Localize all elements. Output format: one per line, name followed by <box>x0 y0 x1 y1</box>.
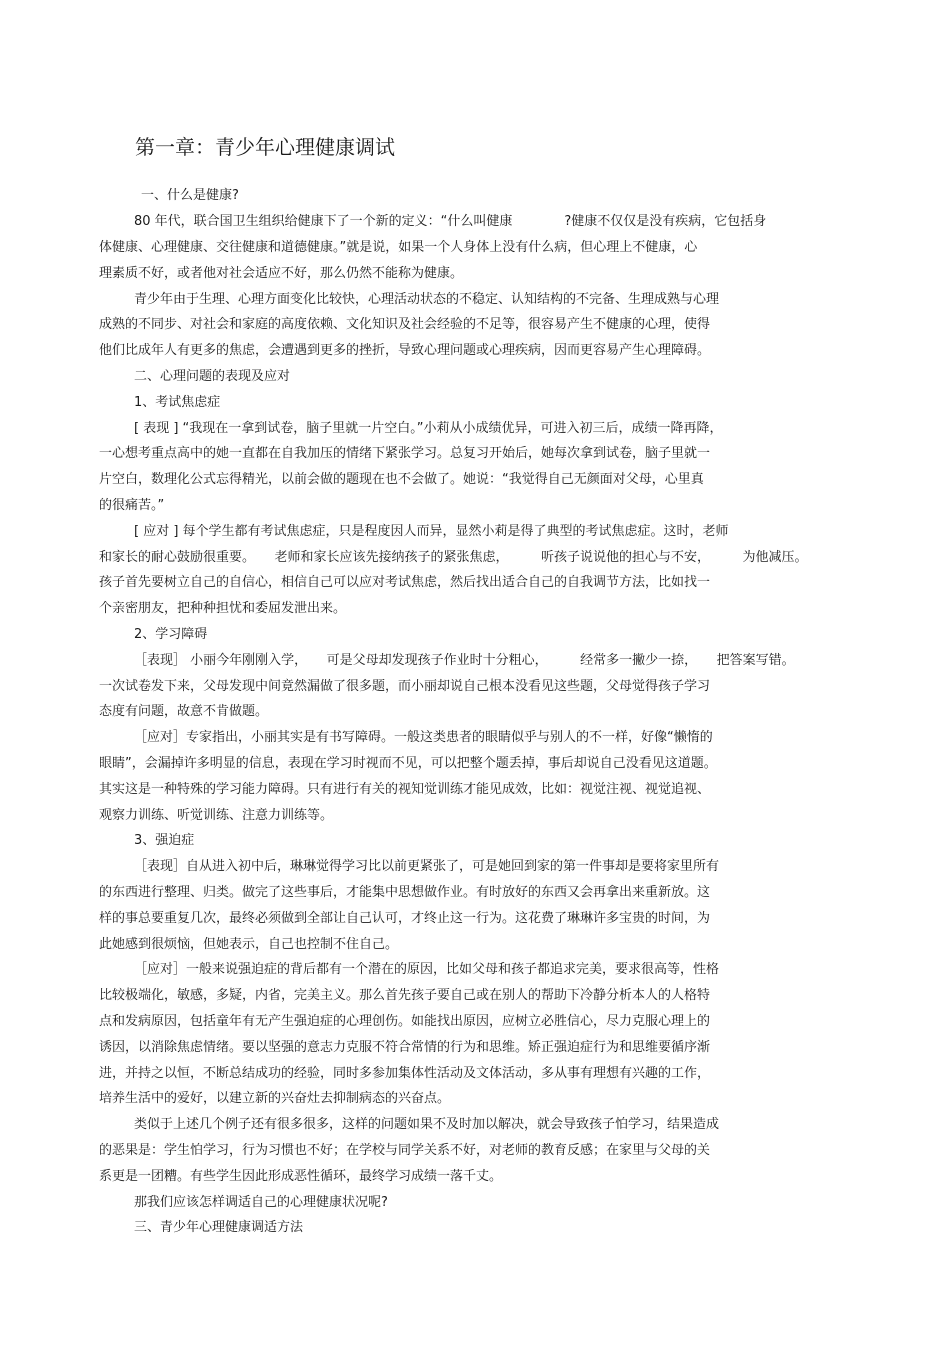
paragraph-line: 和家长的耐心鼓励很重要。 老师和家长应该先接纳孩子的紧张焦虑， 听孩子说说他的担心与不安， 为他减压。 <box>99 550 808 565</box>
paragraph-line: 80 年代，联合国卫生组织给健康下了一个新的定义：“什么叫健康 ?健康不仅仅是没有疾病，它包括身 <box>134 214 767 229</box>
chapter-title: 第一章：青少年心理健康调试 <box>135 135 395 159</box>
paragraph-line: 类似于上述几个例子还有很多很多，这样的问题如果不及时加以解决，就会导致孩子怕学习，结果造成 <box>134 1117 720 1132</box>
paragraph-line: 成熟的不同步、对社会和家庭的高度依赖、文化知识及社会经验的不足等，很容易产生不健康的心理，使得 <box>99 317 711 332</box>
subsection-heading: 3、强迫症 <box>134 833 195 848</box>
paragraph-line: 那我们应该怎样调适自己的心理健康状况呢? <box>134 1195 388 1210</box>
paragraph-line: ［表现］ 小丽今年刚刚入学， 可是父母却发现孩子作业时十分粗心， 经常多一撇少一捺， 把答案写错。 <box>134 653 795 668</box>
paragraph-line: ［应对］专家指出，小丽其实是有书写障碍。一般这类患者的眼睛似乎与别人的不一样，好像“懒惰的 <box>134 730 713 745</box>
paragraph-line: 观察力训练、听觉训练、注意力训练等。 <box>99 808 334 823</box>
section-heading-2: 二、心理问题的表现及应对 <box>134 369 291 384</box>
paragraph-line: 样的事总要重复几次，最终必须做到全部让自己认可，才终止这一行为。这花费了琳琳许多宝贵的时间，为 <box>99 911 711 926</box>
paragraph-line: 培养生活中的爱好，以建立新的兴奋灶去抑制病态的兴奋点。 <box>99 1091 451 1106</box>
section-heading-3: 三、青少年心理健康调适方法 <box>134 1220 304 1235</box>
paragraph-line: 态度有问题，故意不肯做题。 <box>99 704 269 719</box>
paragraph-line: 片空白，数理化公式忘得精光，以前会做的题现在也不会做了。她说：“我觉得自己无颜面对父母，心里真 <box>99 472 704 487</box>
paragraph-line: 其实这是一种特殊的学习能力障碍。只有进行有关的视知觉训练才能见成效，比如：视觉注视、视觉追视、 <box>99 782 711 797</box>
section-heading-1: 一、什么是健康? <box>141 188 239 203</box>
paragraph-line: 孩子首先要树立自己的自信心，相信自己可以应对考试焦虑，然后找出适合自己的自我调节方法，比如找一 <box>99 575 711 590</box>
paragraph-line: 个亲密朋友，把种种担忧和委屈发泄出来。 <box>99 601 347 616</box>
paragraph-line: 青少年由于生理、心理方面变化比较快，心理活动状态的不稳定、认知结构的不完备、生理成熟与心理 <box>134 292 720 307</box>
paragraph-line: 他们比成年人有更多的焦虑，会遭遇到更多的挫折，导致心理问题或心理疾病，因而更容易产生心理障碍。 <box>99 343 711 358</box>
subsection-heading: 2、学习障碍 <box>134 627 208 642</box>
paragraph-line: 一次试卷发下来，父母发现中间竟然漏做了很多题，而小丽却说自己根本没看见这些题，父母觉得孩子学习 <box>99 679 711 694</box>
paragraph-line: 诱因，以消除焦虑情绪。要以坚强的意志力克服不符合常情的行为和思维。矫正强迫症行为和思维要循序渐 <box>99 1040 711 1055</box>
paragraph-line: 系更是一团糟。有些学生因此形成恶性循环，最终学习成绩一落千丈。 <box>99 1169 503 1184</box>
paragraph-line: 的东西进行整理、归类。做完了这些事后，才能集中思想做作业。有时放好的东西又会再拿出来重新放。这 <box>99 885 711 900</box>
paragraph-line: 的恶果是：学生怕学习，行为习惯也不好；在学校与同学关系不好，对老师的教育反感；在家里与父母的关 <box>99 1143 711 1158</box>
paragraph-line: 此她感到很烦恼，但她表示，自己也控制不住自己。 <box>99 937 399 952</box>
paragraph-line: 理素质不好，或者他对社会适应不好，那么仍然不能称为健康。 <box>99 266 464 281</box>
paragraph-line: [ 表现 ] “我现在一拿到试卷，脑子里就一片空白。”小莉从小成绩优异，可进入初三后，成绩一降再降， <box>134 421 723 436</box>
paragraph-line: ［应对］一般来说强迫症的背后都有一个潜在的原因，比如父母和孩子都追求完美，要求很高等，性格 <box>134 962 720 977</box>
paragraph-line: 比较极端化，敏感，多疑，内省，完美主义。那么首先孩子要自己或在别人的帮助下冷静分析本人的人格特 <box>99 988 711 1003</box>
subsection-heading: 1、考试焦虑症 <box>134 395 221 410</box>
paragraph-line: 体健康、心理健康、交往健康和道德健康。”就是说，如果一个人身体上没有什么病，但心理上不健康，心 <box>99 240 698 255</box>
paragraph-line: 的很痛苦。” <box>99 498 165 513</box>
paragraph-line: [ 应对 ] 每个学生都有考试焦虑症，只是程度因人而异，显然小莉是得了典型的考试焦虑症。这时，老师 <box>134 524 729 539</box>
paragraph-line: 进，并持之以恒，不断总结成功的经验，同时多参加集体性活动及文体活动，多从事有理想有兴趣的工作， <box>99 1066 711 1081</box>
paragraph-line: 一心想考重点高中的她一直都在自我加压的情绪下紧张学习。总复习开始后，她每次拿到试卷，脑子里就一 <box>99 446 711 461</box>
paragraph-line: ［表现］自从进入初中后，琳琳觉得学习比以前更紧张了，可是她回到家的第一件事却是要将家里所有 <box>134 859 720 874</box>
paragraph-line: 眼睛”，会漏掉许多明显的信息，表现在学习时视而不见，可以把整个题丢掉，事后却说自己没看见这道题。 <box>99 756 717 771</box>
paragraph-line: 点和发病原因，包括童年有无产生强迫症的心理创伤。如能找出原因，应树立必胜信心，尽力克服心理上的 <box>99 1014 711 1029</box>
